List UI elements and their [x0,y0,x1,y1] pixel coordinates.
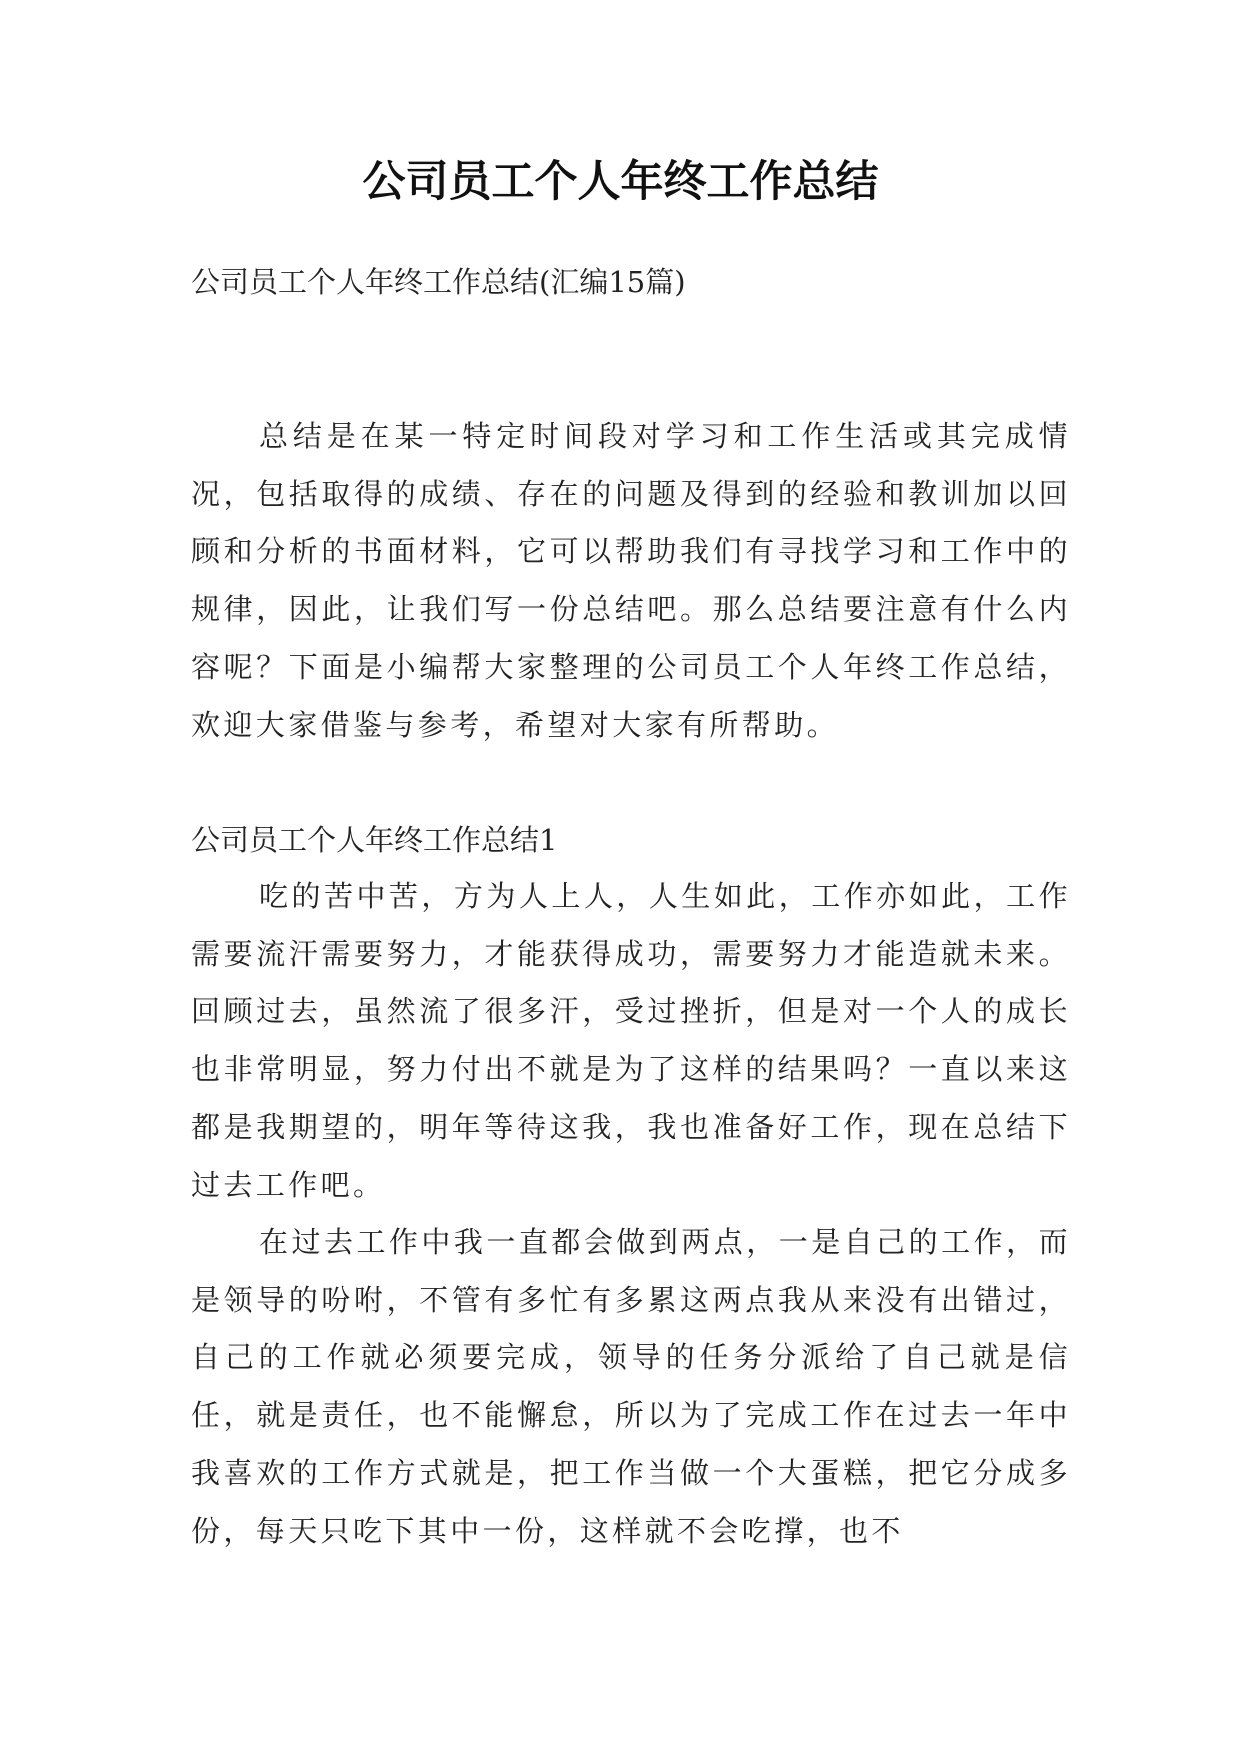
intro-paragraph: 总结是在某一特定时间段对学习和工作生活或其完成情况，包括取得的成绩、存在的问题及得到的经验和教训加以回顾和分析的书面材料，它可以帮助我们有寻找学习和工作中的规律，因此，让我们写一份总结吧。那么总结要注意有什么内容呢？下面是小编帮大家整理的公司员工个人年终工作总结，欢迎大家借鉴与参考，希望对大家有所帮助。 [191,419,1071,742]
body-paragraph: 吃的苦中苦，方为人上人，人生如此，工作亦如此，工作需要流汗需要努力，才能获得成功，需要努力才能造就未来。回顾过去，虽然流了很多汗，受过挫折，但是对一个人的成长也非常明显，努力付出不就是为了这样的结果吗？一直以来这都是我期望的，明年等待这我，我也准备好工作，现在总结下过去工作吧。 [191,879,1071,1202]
body-paragraph: 在过去工作中我一直都会做到两点，一是自己的工作，而是领导的吩咐，不管有多忙有多累这两点我从来没有出错过，自己的工作就必须要完成，领导的任务分派给了自己就是信任，就是责任，也不能懈怠，所以为了完成工作在过去一年中我喜欢的工作方式就是，把工作当做一个大蛋糕，把它分成多份，每天只吃下其中一份，这样就不会吃撑，也不 [191,1225,1071,1548]
section-heading: 公司员工个人年终工作总结1 [191,823,558,857]
document-subtitle: 公司员工个人年终工作总结(汇编15篇) [191,265,686,299]
document-title: 公司员工个人年终工作总结 [362,157,879,207]
